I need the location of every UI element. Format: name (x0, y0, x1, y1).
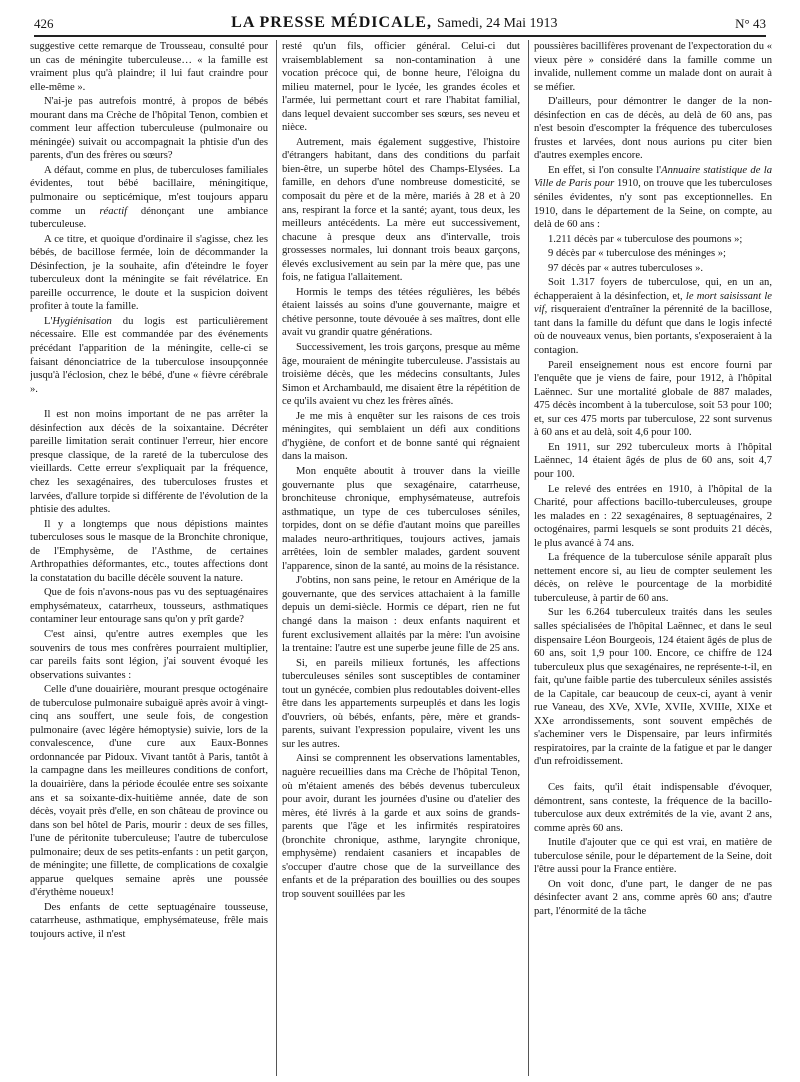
paragraph: En 1911, sur 292 tuberculeux morts à l'hôpital Laënnec, 14 étaient âgés de plus de 60 ans, soit 4,7 pour 100. (534, 441, 772, 480)
statistic-line: 9 décès par « tuberculose des méninges »; (548, 248, 726, 260)
text-run: risqueraient d'entraîner la pérennité de la bacillose, tant dans la famille du défunt que dans le logis infecté où de nouveaux venus, bien portants, s'exposeraient à la contagion. (534, 304, 772, 357)
italic-term: réactif (99, 205, 128, 217)
paragraph (534, 164, 772, 232)
text-run: A défaut, comme en plus, de tuberculoses familiales évidentes, tout bébé bacillaire, méningitique, pulmonaire ou septicémique, m'est toujours apparu comme un (30, 164, 268, 217)
paragraph: La fréquence de la tuberculose sénile apparaît plus nettement encore si, au lieu de compter seulement les décès, on relève le pourcentage de la morbidité tuberculeuse, à partir de 60 ans. (534, 552, 772, 604)
journal-title (231, 14, 557, 32)
paragraph: Autrement, mais également suggestive, l'histoire d'étrangers habitant, dans des conditions du parfait bien-être, un superbe hôtel des Champs-Elysées. La famille, en dehors d'une nombreuse domesticité, se composait du père et de la mère, mariés à 28 et à 20 ans, respirant la force et la santé; ayant, tous deux, les meilleurs antécédents. La mère eut successivement, chacune à presque deux ans d'intervalle, trois grossesses normales, lui donnant trois beaux garçons, élevés exclusivement au sein par la mère que, pas une fois, ne fatigua l'allaitement. (282, 136, 520, 284)
paragraph: Des enfants de cette septuagénaire tousseuse, catarrheuse, asthmatique, emphysémateuse, frêle mais toujours active, il n'est (30, 901, 268, 940)
text-run: Soit 1.317 foyers de tuberculose, qui, en un an, échapperaient à la désinfection, et, (534, 277, 772, 302)
paragraph (534, 276, 772, 357)
paragraph: On voit donc, d'une part, le danger de ne pas désinfecter avant 2 ans, comme après 60 ans; d'autre part, l'énormité de la tâche (534, 878, 772, 917)
statistic-line: 1.211 décès par « tuberculose des poumons »; (548, 233, 743, 245)
paragraph: Successivement, les trois garçons, presque au même âge, mouraient de méningite tuberculeuse. J'assistais au troisième décès, que les médecins consultants, Jules Simon et Archambauld, me disaient être la répétition de ce qu'ils avaient vu chez les frères aînés. (282, 342, 520, 408)
paragraph: A ce titre, et quoique d'ordinaire il s'agisse, chez les bébés, de bacillose fermée, loin de décommander la Désinfection, je la souhaite, afin d'éteindre le foyer tuberculeux dont la méningite se fait révélatrice. En pareille occurrence, le doute et la suspicion doivent profiter à toute la famille. (30, 233, 268, 313)
text-column-3 (534, 40, 772, 1078)
paragraph: Il y a longtemps que nous dépistions maintes tuberculoses sous le masque de la Bronchite chronique, de l'Emphysème, de l'Asthme, de certaines Arthropathies déformantes, etc., toutes affections dont la constatation du bacille décèle souvent la nature. (30, 518, 268, 584)
paragraph: Mon enquête aboutit à trouver dans la vieille gouvernante plus que sexagénaire, catarrheuse, bronchiteuse chronique, emphysémateuse, autrefois asthmatique, un type de ces tuberculoses séniles, torpides, dont on se défie d'autant moins que pareilles malades neuro-arthritiques, toujours actives, jamais arrêtées, loin de sembler malades, gardent souvent l'apparence, sinon de la santé, au moins de la résistance. (282, 465, 520, 572)
text-run: 1910, on trouve que les tuberculoses séniles évidentes, n'y sont pas exceptionnelles. En 1910, dans le département de la Seine, on compte, au delà de 60 ans : (534, 178, 772, 231)
paragraph: Si, en pareils milieux fortunés, les affections tuberculeuses séniles sont susceptibles de contaminer tout un gynécée, combien plus redoutables doivent-elles être dans les appartements surpeuplés et dans les logis d'ouvriers, où bébés, enfants, père, mère et grands-parents, suivant l'expression populaire, vivent les uns sur les autres. (282, 657, 520, 750)
paragraph: Il est non moins important de ne pas arrêter la désinfection aux décès de la soixantaine. Décréter pareille limitation serait continuer l'erreur, hier encore presque classique, de la rareté de la tuberculose des vieillards. Cette erreur s'expliquait par la fréquence, chez les sexagénaires, des tuberculoses frustes et larvées, d'allure torpide si différente de l'évolution de la phtisie des adultes. (30, 409, 268, 516)
paragraph: Je me mis à enquêter sur les raisons de ces trois méningites, qui semblaient un défi aux conditions d'hygiène, de confort et de bonne santé qui régnaient dans la maison. (282, 410, 520, 463)
journal-name: LA PRESSE MÉDICALE, (231, 14, 432, 31)
paragraph: resté qu'un fils, officier général. Celui-ci dut vraisemblablement sa non-contamination à une vocation précoce qui, de bonne heure, l'éloigna du milieu maternel, pour le lycée, les grandes écoles et l'armée, lui permettant court et rare l'habitat familial, dans lequel devaient succomber ses sœurs, ses neveu et nièce. (282, 41, 520, 134)
italic-title: Annuaire statistique de la Ville de Paris pour (534, 164, 772, 190)
text-run: En effet, si l'on consulte l' (548, 164, 662, 176)
paragraph: Inutile d'ajouter que ce qui est vrai, en matière de tuberculose sénile, pour le département de la Seine, doit l'être aussi pour la France entière. (534, 837, 772, 876)
statistic-line: 97 décès par « autres tuberculoses ». (548, 262, 704, 274)
paragraph: J'obtins, non sans peine, le retour en Amérique de la gouvernante, que des services attachaient à la famille depuis un demi-siècle. Hormis ce départ, rien ne fut changé dans la maison : deux enfants naquirent et furent exclusivement allaités par la mère: l'un avoisine la trentaine: l'autre est une superbe jeune fille de 25 ans. (282, 575, 520, 655)
paragraph: Hormis le temps des tétées régulières, les bébés étaient laissés au soins d'une gouvernante, maigre et chétive personne, toute dévouée à ses maîtres, dont elle avait vu grandir quatre générations. (282, 286, 520, 339)
paragraph: poussières bacillifères provenant de l'expectoration du « vieux père » considéré dans la famille comme un invalide, nullement comme un malade dont on aurait à se méfier. (534, 41, 772, 93)
paragraph (30, 164, 268, 232)
text-run: dénonçant une ambiance tuberculeuse. (30, 205, 268, 231)
issue-date: Samedi, 24 Mai 1913 (436, 16, 558, 31)
paragraph: Pareil enseignement nous est encore fourni par l'enquête que je viens de faire, pour 1912, à l'hôpital Laënnec. Sur une mortalité globale de 887 malades, 475 décès incombent à la tuberculose, soit 53 pour 100; et, sur ces 475 morts par tuberculose, 22 sont survenus à 60 ans et au delà, soit 4,6 pour 100. (534, 359, 772, 439)
paragraph: Ainsi se comprennent les observations lamentables, naguère recueillies dans ma Crèche de l'hôpital Tenon, où m'étaient amenés des bébés devenus tuberculeux pour avoir, durant les journées d'usine ou d'atelier des mères, été livrés à la garde et aux soins de grands-parents que l'âge et les infirmités respiratoires (bronchite chronique, asthme, laryngite chronique, emphysème) rendaient casaniers et incapables de s'occuper d'autre chose que de la surveillance des enfants et de la préparation des bouillies ou des soupes trop souvent souillées par les (282, 753, 520, 900)
text-run: L' (44, 315, 53, 327)
text-run: du logis est particulièrement nécessaire. Elle est commandée par des événements précédant l'apparition de la méningite, celle-ci se faisant dénonciatrice de la tuberculose insoupçonnée jusqu'à l'éclosion, chez le bébé, d'une « fièvre cérébrale ». (30, 315, 268, 395)
paragraph: N'ai-je pas autrefois montré, à propos de bébés mourant dans ma Crèche de l'hôpital Tenon, combien et comment leur affection tuberculeuse (pulmonaire ou méningée) suivait ou accompagnait la phtisie d'un des parents, d'un des frères ou sœurs? (30, 96, 268, 162)
paragraph: Que de fois n'avons-nous pas vu des septuagénaires emphysémateux, catarrheux, tousseurs, asthmatiques contaminer leur entourage sans qu'on y prît garde? (30, 587, 268, 626)
paragraph: D'ailleurs, pour démontrer le danger de la non-désinfection en cas de décès, au delà de 60 ans, pas n'est besoin d'escompter la fréquence des tuberculoses frustes et larvées, dont nous aurions pu citer bien d'autres exemples encore. (534, 96, 772, 162)
paragraph: C'est ainsi, qu'entre autres exemples que les souvenirs de tous mes confrères pourraient multiplier, car pareils faits sont légion, j'ai souvent évoqué les observations suivantes : (30, 628, 268, 681)
paragraph: Le relevé des entrées en 1910, à l'hôpital de la Charité, pour affections bacillo-tuberculeuses, groupe les malades en : 22 sexagénaires, 8 septuagénaires, 2 octogénaires, parmi lesquels se sont produits 21 décès, le plus avancé à 74 ans. (534, 483, 772, 549)
paragraph: Celle d'une douairière, mourant presque octogénaire de tuberculose pulmonaire subaiguë après avoir à vingt-cinq ans souffert, une seule fois, de congestion pulmonaire (avec légère hémoptysie) suivie, lors de la convalescence, d'une cure aux Eaux-Bonnes ordonnancée par Pidoux. Vivant tantôt à Paris, tantôt à la campagne dans les meilleures conditions de confort, la douairière, dans la période écoulée entre ses soixante ans et sa soixante-dix-huitième année, date de son décès, voyait près d'elle, en son château de province ou dans son bel hôtel de Paris, mourir : deux de ses filles, l'une de péritonite tuberculeuse; l'autre de tuberculose pulmonaire; deux de ses petits-enfants : un petit garçon, de méningite; une fillette, de complications de coxalgie apparue quelques semaine après une poussée d'érythème noueux! (30, 684, 268, 899)
text-column-1 (30, 40, 268, 1078)
text-column-2 (282, 40, 520, 1078)
column-rule (276, 40, 277, 1076)
paragraph (30, 315, 268, 396)
paragraph: Ces faits, qu'il était indispensable d'évoquer, démontrent, sans conteste, la fréquence de la bacillo-tuberculose aux deux extrémités de la vie, avant 2 ans, comme après 60 ans. (534, 781, 772, 834)
italic-phrase: le mort saisissant le vif, (534, 290, 772, 316)
paragraph: suggestive cette remarque de Trousseau, consulté pour un cas de méningite tuberculeuse… « la famille est vraiment plus qu'à plaindre; il lui faut craindre pour elle-même ». (30, 41, 268, 93)
column-rule (528, 40, 529, 1076)
issue-number: N° 43 (735, 16, 766, 31)
page-header (34, 6, 766, 37)
italic-term: Hygiénisation (52, 315, 112, 327)
page-number: 426 (34, 16, 54, 31)
paragraph: Sur les 6.264 tuberculeux traités dans les seules salles spécialisées de l'hôpital Laënnec, et dans le seul dispensaire Léon Bourgeois, 124 étaient âgés de plus de 60 ans, soit 1,9 pour 100. Encore, ce chiffre de 124 tuberculeux plus que sexagénaires, ne représente-t-il, en fait, qu'une faible partie des tuberculeux séniles assistés de la Capitale, car beaucoup de ceux-ci, ayant à venir rue Vaneau, des XVe, XVIe, XVIIe, XVIIIe, XIXe et XXe arrondissements, sont souvent empêchés de s'acheminer vers le Dispensaire, par leurs infirmités respiratoires, par la crainte de la fatigue et par le danger d'un refroidissement. (534, 607, 772, 768)
